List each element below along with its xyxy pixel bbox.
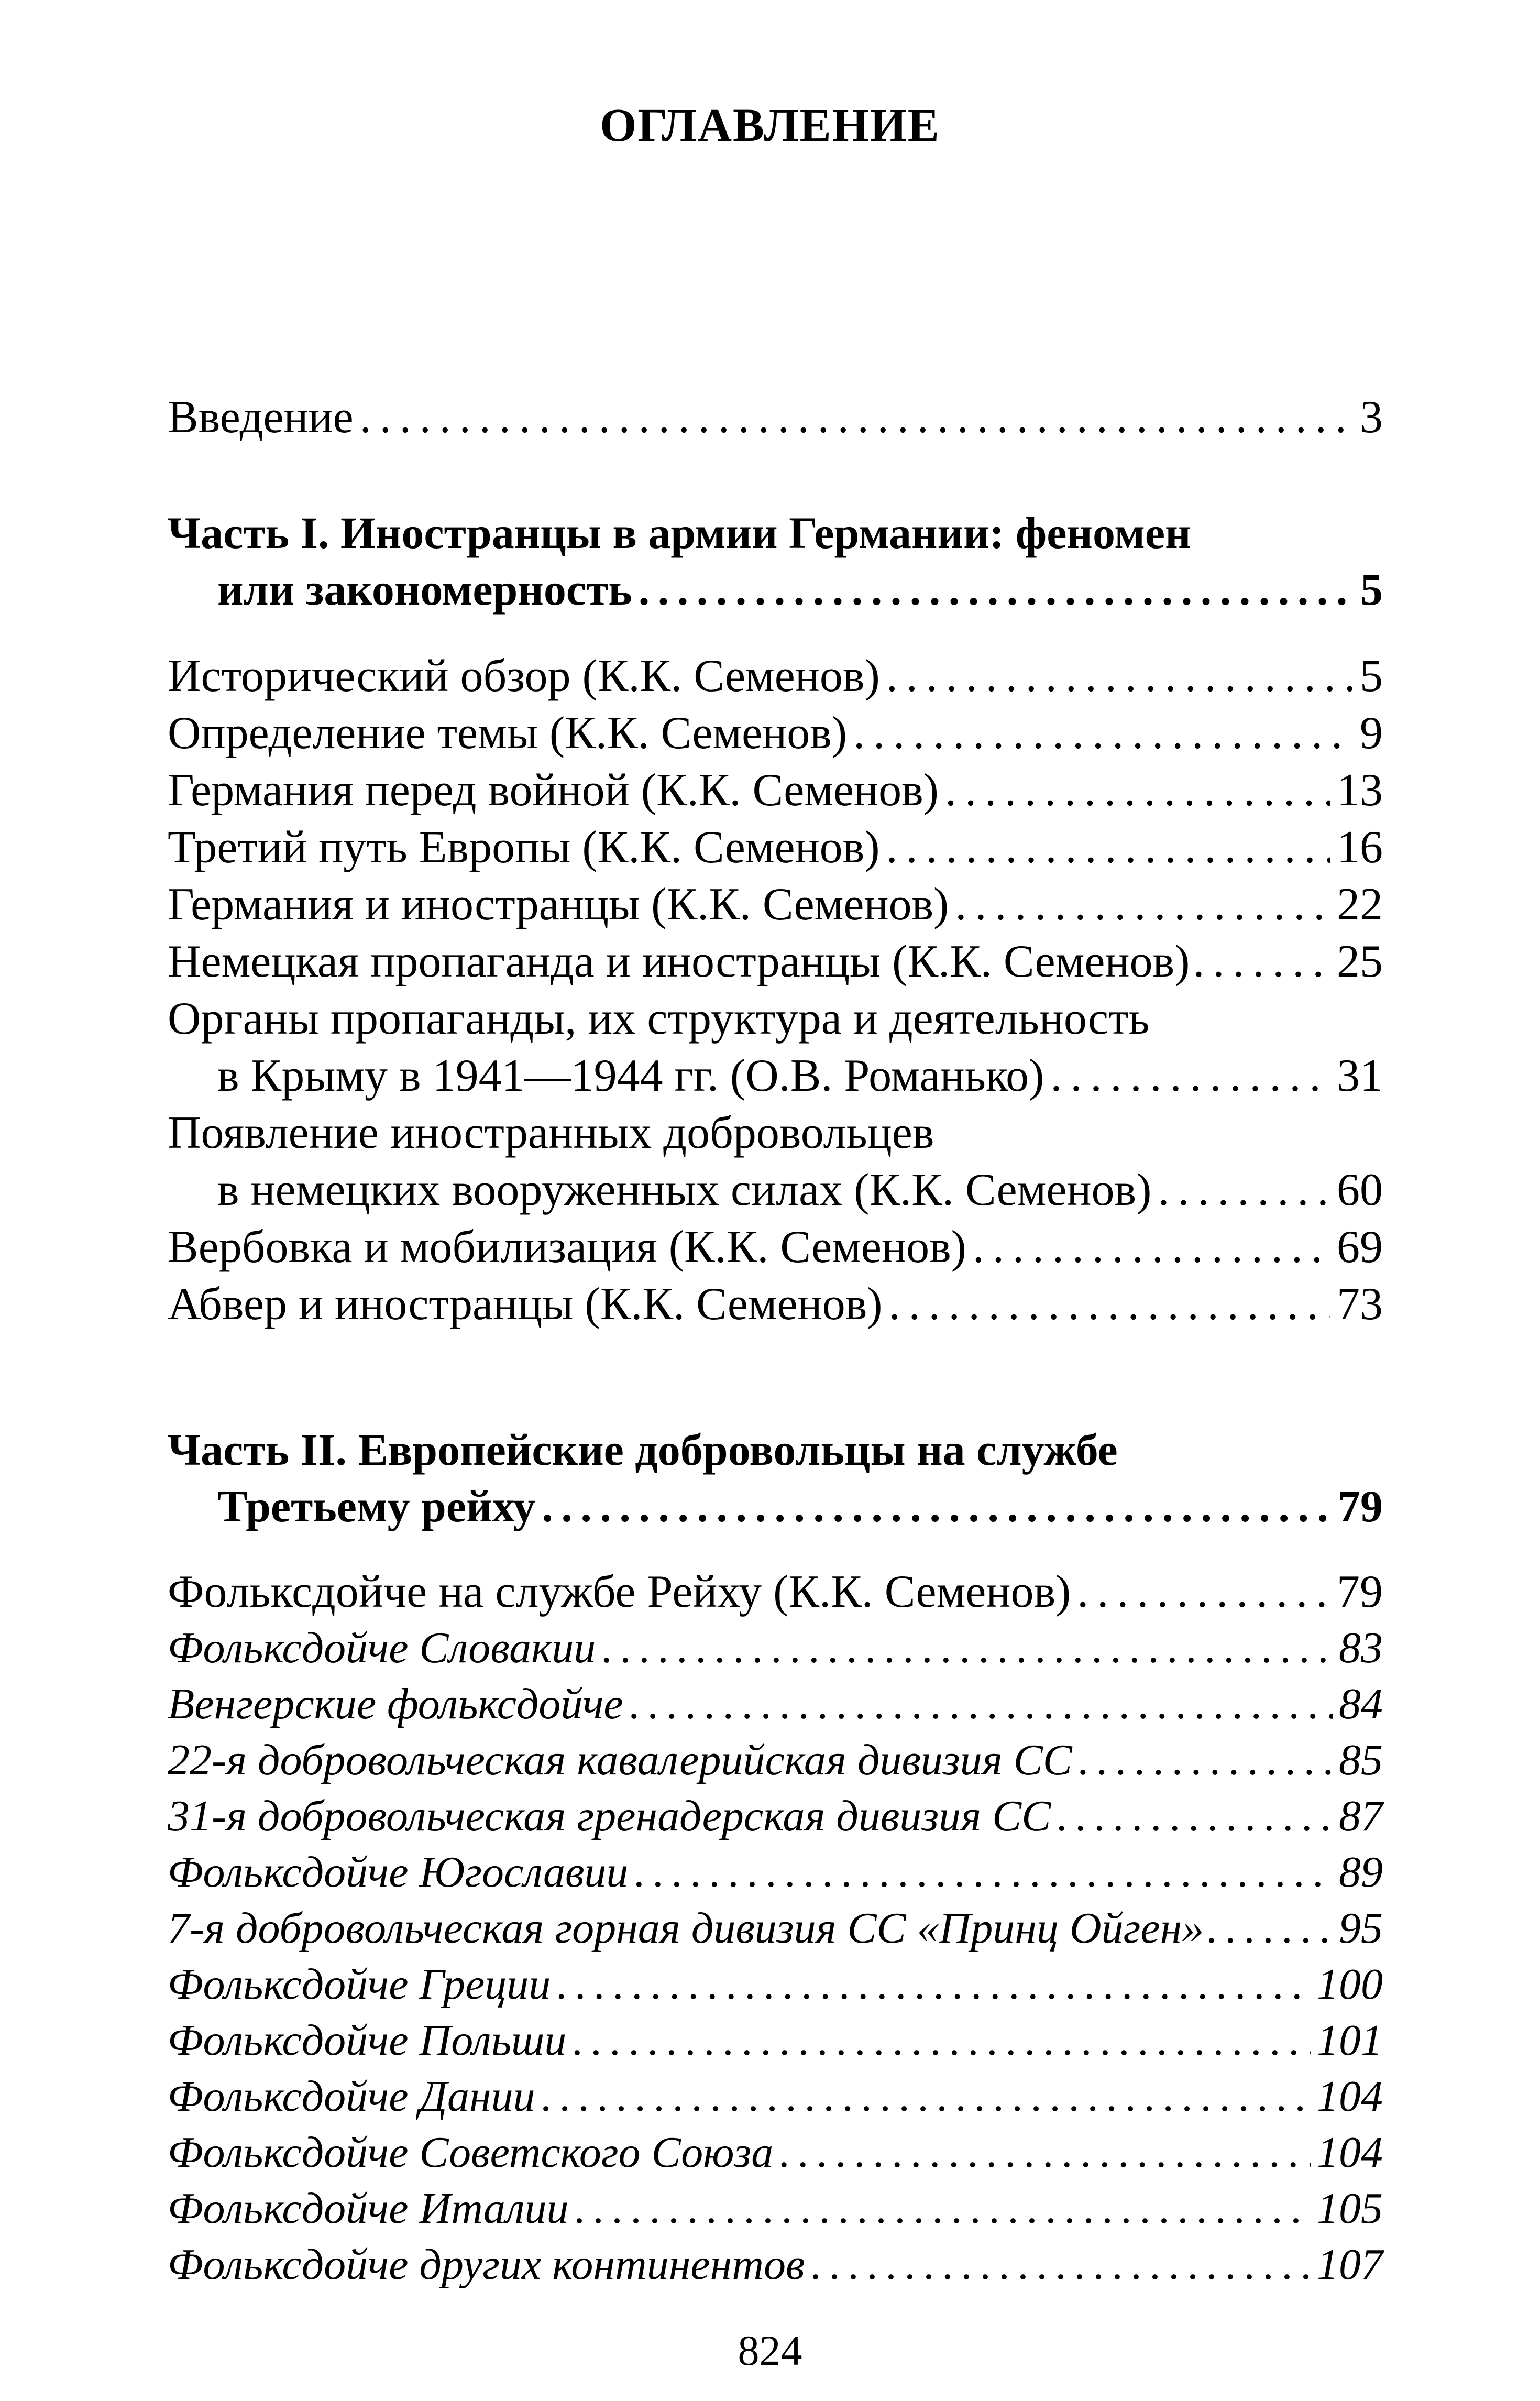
toc-entry-part2[interactable] — [168, 1477, 1383, 1535]
toc-entry-label: в немецких вооруженных силах (К.К. Семенов) — [217, 1165, 1152, 1215]
toc-entry-page: 5 — [1360, 564, 1383, 615]
dot-leader — [573, 2012, 1311, 2069]
page-title: ОГЛАВЛЕНИЕ — [600, 100, 940, 151]
dot-leader — [853, 705, 1354, 762]
toc-entry-label: Фольксдойче Югославии — [168, 1848, 629, 1896]
toc-entry-label-line1[interactable]: Появление иностранных добровольцев — [168, 1108, 934, 1158]
dot-leader — [955, 876, 1330, 934]
dot-leader — [1207, 1900, 1336, 1957]
toc-entry-label: Определение темы (К.К. Семенов) — [168, 708, 848, 759]
toc-entry-label: Введение — [168, 392, 354, 443]
dot-leader — [557, 1956, 1311, 2013]
toc-entry-intro[interactable] — [168, 389, 1383, 446]
dot-leader — [542, 2068, 1311, 2125]
toc-entry-label: 7-я добровольческая горная дивизия СС «Принц Ойген» — [168, 1904, 1204, 1953]
dot-leader — [639, 561, 1354, 618]
toc-entry-page: 105 — [1317, 2184, 1383, 2233]
toc-entry[interactable] — [168, 1788, 1383, 1845]
toc-entry[interactable] — [168, 648, 1383, 705]
toc-entry[interactable] — [168, 762, 1383, 819]
toc-entry-page: 83 — [1339, 1624, 1383, 1672]
toc-entry[interactable] — [168, 876, 1383, 934]
toc-entry-part1[interactable] — [168, 561, 1383, 618]
toc-entry-page: 3 — [1360, 392, 1383, 443]
toc-entry-label: Третий путь Европы (К.К. Семенов) — [168, 822, 880, 873]
dot-leader — [886, 648, 1354, 705]
toc-entry[interactable] — [168, 2012, 1383, 2069]
toc-entry[interactable] — [168, 1900, 1383, 1957]
toc-entry-page: 79 — [1337, 1566, 1383, 1617]
toc-entry-label: Фольксдойче Греции — [168, 1960, 551, 2009]
toc-entry-page: 60 — [1337, 1165, 1383, 1215]
toc-entry-label: Фольксдойче других континентов — [168, 2240, 805, 2289]
dot-leader — [779, 2124, 1311, 2181]
toc-entry[interactable] — [168, 1956, 1383, 2013]
toc-entry[interactable] — [168, 2180, 1383, 2238]
toc-entry-page: 13 — [1337, 765, 1383, 816]
dot-leader — [1077, 1563, 1330, 1621]
page-number: 824 — [738, 2327, 802, 2374]
toc-entry-label: Фольксдойче Словакии — [168, 1624, 596, 1672]
toc-entry[interactable] — [168, 1563, 1383, 1621]
dot-leader — [1057, 1788, 1333, 1845]
dot-leader — [1158, 1161, 1330, 1219]
toc-entry-page: 5 — [1360, 651, 1383, 701]
toc-entry[interactable] — [168, 1619, 1383, 1677]
toc-entry[interactable] — [168, 1276, 1383, 1333]
toc-entry[interactable] — [168, 933, 1383, 991]
toc-entry-page: 73 — [1337, 1279, 1383, 1330]
toc-entry-label: Фольксдойче Дании — [168, 2072, 535, 2121]
toc-entry-label: Фольксдойче на службе Рейху (К.К. Семенов) — [168, 1566, 1071, 1617]
toc-entry-label: Третьему рейху — [217, 1481, 536, 1531]
dot-leader — [360, 389, 1354, 446]
toc-entry-page: 89 — [1339, 1848, 1383, 1896]
toc-entry-page: 22 — [1337, 879, 1383, 930]
toc-entry-label: Фольксдойче Советского Союза — [168, 2128, 774, 2177]
toc-entry-page: 104 — [1317, 2128, 1383, 2177]
toc-entry-label: или закономерность — [217, 564, 632, 615]
toc-entry-label: Немецкая пропаганда и иностранцы (К.К. Семенов) — [168, 936, 1190, 987]
toc-entry[interactable] — [168, 1844, 1383, 1901]
dot-leader — [542, 1477, 1332, 1535]
toc-entry[interactable] — [168, 1219, 1383, 1276]
toc-entry-label-line1[interactable]: Органы пропаганды, их структура и деятельность — [168, 993, 1150, 1044]
toc-entry-page: 87 — [1339, 1792, 1383, 1840]
toc-entry-page: 84 — [1339, 1680, 1383, 1728]
toc-entry[interactable] — [168, 705, 1383, 762]
toc-entry-label: Фольксдойче Италии — [168, 2184, 569, 2233]
toc-entry[interactable] — [168, 2236, 1383, 2294]
dot-leader — [1050, 1047, 1330, 1105]
toc-entry-page: 100 — [1317, 1960, 1383, 2009]
toc-entry[interactable] — [168, 1731, 1383, 1789]
toc-entry-label: Германия перед войной (К.К. Семенов) — [168, 765, 939, 816]
dot-leader — [602, 1619, 1333, 1677]
toc-entry[interactable] — [168, 2068, 1383, 2125]
toc-entry[interactable] — [168, 1161, 1383, 1219]
toc-entry-page: 104 — [1317, 2072, 1383, 2121]
toc-entry-page: 107 — [1317, 2240, 1383, 2289]
toc-entry-label: 22-я добровольческая кавалерийская дивизия СС — [168, 1736, 1072, 1784]
toc-entry[interactable] — [168, 819, 1383, 876]
toc-entry[interactable] — [168, 2124, 1383, 2181]
dot-leader — [1079, 1731, 1333, 1789]
toc-entry-label: Вербовка и мобилизация (К.К. Семенов) — [168, 1222, 966, 1273]
toc-entry-label: 31-я добровольческая гренадерская дивизия СС — [168, 1792, 1051, 1840]
toc-entry-page: 79 — [1338, 1481, 1383, 1531]
dot-leader — [973, 1219, 1330, 1276]
dot-leader — [889, 1276, 1330, 1333]
toc-entry-page: 85 — [1339, 1736, 1383, 1784]
part1-heading-line1[interactable]: Часть I. Иностранцы в армии Германии: феномен — [168, 508, 1191, 558]
toc-entry-page: 16 — [1337, 822, 1383, 873]
toc-entry[interactable] — [168, 1047, 1383, 1105]
toc-entry-page: 101 — [1317, 2016, 1383, 2065]
toc-entry[interactable] — [168, 1675, 1383, 1733]
toc-entry-page: 69 — [1337, 1222, 1383, 1273]
dot-leader — [886, 819, 1330, 876]
toc-entry-label: Абвер и иностранцы (К.К. Семенов) — [168, 1279, 883, 1330]
toc-entry-page: 31 — [1337, 1050, 1383, 1101]
part2-heading-line1[interactable]: Часть II. Европейские добровольцы на службе — [168, 1424, 1118, 1475]
toc-entry-label: Исторический обзор (К.К. Семенов) — [168, 651, 880, 701]
dot-leader — [630, 1675, 1333, 1733]
toc-entry-page: 9 — [1360, 708, 1383, 759]
toc-entry-label: Фольксдойче Польши — [168, 2016, 567, 2065]
toc-entry-label: в Крыму в 1941—1944 гг. (О.В. Романько) — [217, 1050, 1044, 1101]
dot-leader — [634, 1844, 1333, 1901]
dot-leader — [575, 2180, 1311, 2238]
toc-entry-page: 95 — [1339, 1904, 1383, 1953]
toc-entry-label: Венгерские фольксдойче — [168, 1680, 623, 1728]
dot-leader — [945, 762, 1330, 819]
toc-entry-page: 25 — [1337, 936, 1383, 987]
dot-leader — [1193, 933, 1334, 991]
toc-entry-label: Германия и иностранцы (К.К. Семенов) — [168, 879, 949, 930]
dot-leader — [811, 2236, 1311, 2294]
